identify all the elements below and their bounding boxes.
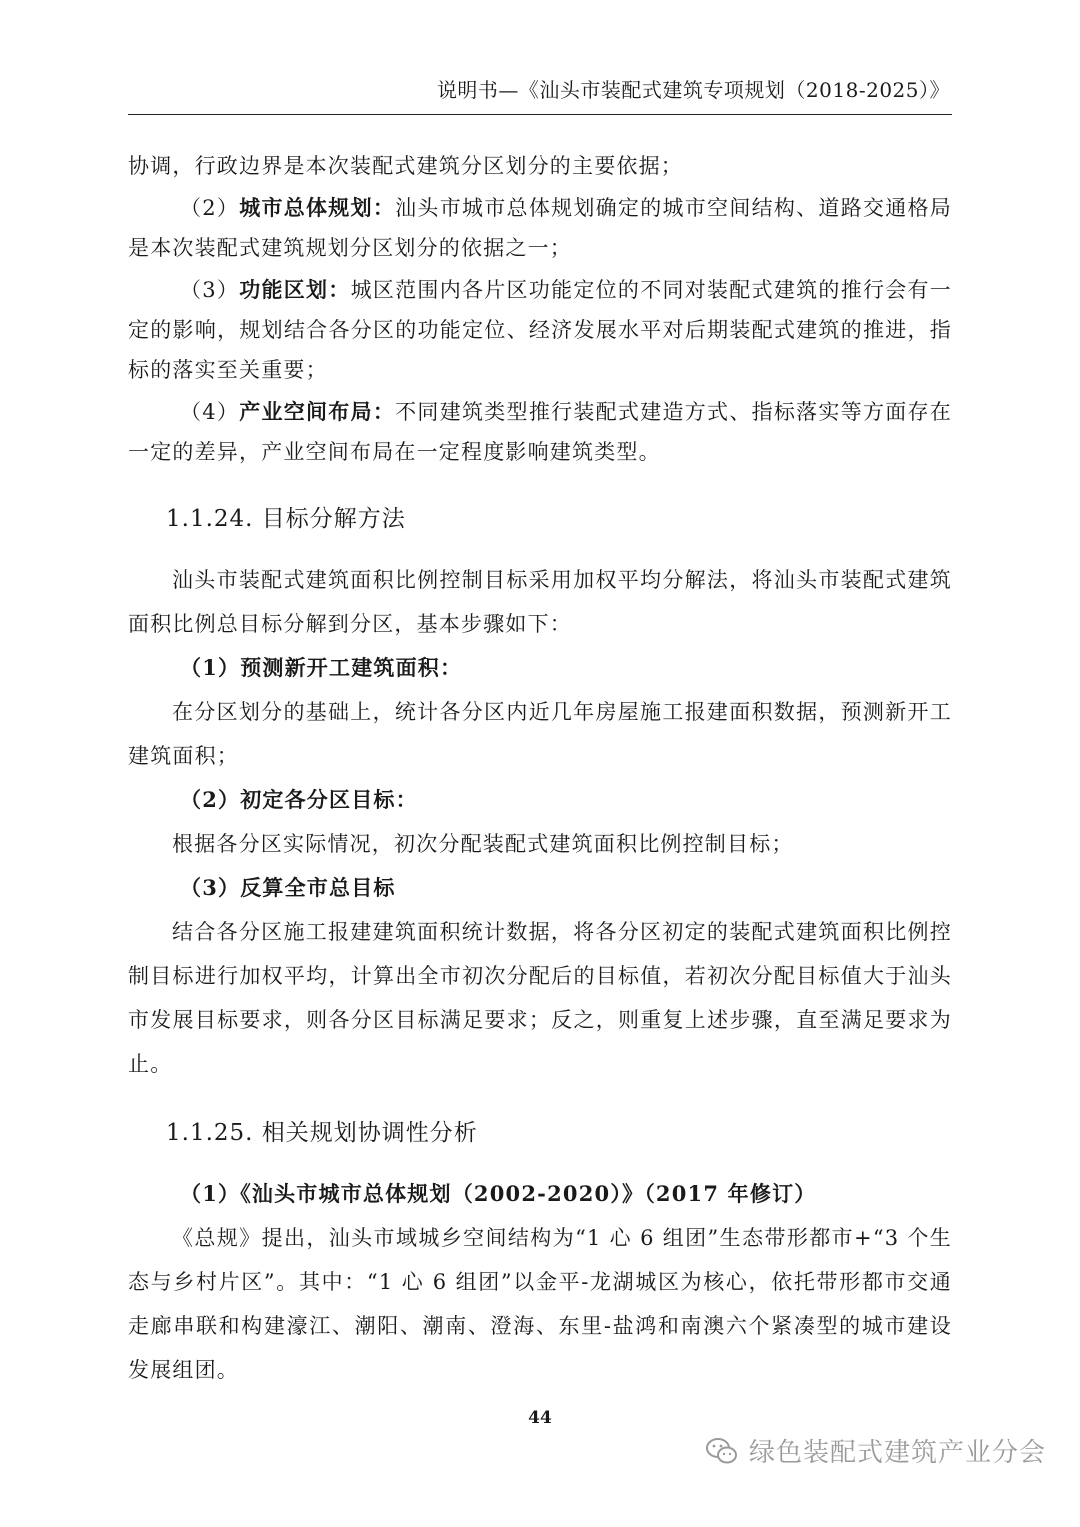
item-number: （3）	[180, 278, 240, 302]
step-text: 在分区划分的基础上，统计各分区内近几年房屋施工报建面积数据，预测新开工建筑面积；	[128, 700, 952, 768]
running-header: 说明书—《汕头市装配式建筑专项规划（2018-2025）》	[436, 78, 950, 102]
main-content	[128, 146, 952, 1392]
plan-summary: 《总规》提出，汕头市域城乡空间结构为“1 心 6 组团”生态带形都市+“3 个生态与乡村片区”。其中：“1 心 6 组团”以金平-龙湖城区为核心，依托带形都市交通走廊串联和构建濠江、潮阳、潮南、澄海、东里-盐鸿和南澳六个紧凑型的城市建设发展组团。	[128, 1226, 952, 1382]
plan-subheading: （1）《汕头市城市总体规划（2002-2020）》（2017 年修订）	[180, 1181, 817, 1206]
wechat-icon	[705, 1436, 739, 1466]
section-heading-25: 1.1.25. 相关规划协调性分析	[166, 1120, 478, 1146]
step-title: （3）反算全市总目标	[180, 875, 396, 900]
list-item	[128, 392, 952, 472]
section-24-intro: 汕头市装配式建筑面积比例控制目标采用加权平均分解法，将汕头市装配式建筑面积比例总目标分解到分区，基本步骤如下：	[128, 568, 952, 636]
item-term: 城市总体规划：	[239, 195, 396, 220]
header-rule	[128, 114, 952, 115]
step-text: 结合各分区施工报建建筑面积统计数据，将各分区初定的装配式建筑面积比例控制目标进行加权平均，计算出全市初次分配后的目标值，若初次分配目标值大于汕头市发展目标要求，则各分区目标满足要求；反之，则重复上述步骤，直至满足要求为止。	[128, 920, 952, 1076]
item-term: 产业空间布局：	[239, 399, 396, 424]
step-title: （2）初定各分区目标：	[180, 787, 418, 812]
step-text: 根据各分区实际情况，初次分配装配式建筑面积比例控制目标；	[172, 832, 794, 856]
list-item	[128, 270, 952, 390]
item-text: 不同建筑类型推行装配式建造方式、指标落实等方面存在一定的差异，产业空间布局在一定程度影响建筑类型。	[128, 400, 953, 464]
intro-line: 协调，行政边界是本次装配式建筑分区划分的主要依据；	[128, 154, 683, 178]
list-item	[128, 188, 952, 268]
page-number: 44	[528, 1408, 552, 1428]
item-term: 功能区划：	[239, 277, 351, 302]
watermark	[705, 1432, 1046, 1469]
watermark-text: 绿色装配式建筑产业分会	[748, 1438, 1046, 1468]
item-text: 城区范围内各片区功能定位的不同对装配式建筑的推行会有一定的影响，规划结合各分区的功能定位、经济发展水平对后期装配式建筑的推进，指标的落实至关重要；	[128, 278, 952, 382]
step-title: （1）预测新开工建筑面积：	[180, 655, 463, 680]
item-number: （2）	[180, 196, 240, 220]
item-number: （4）	[180, 400, 240, 424]
item-text: 汕头市城市总体规划确定的城市空间结构、道路交通格局是本次装配式建筑规划分区划分的依据之一；	[128, 196, 953, 260]
section-heading-24: 1.1.24. 目标分解方法	[166, 506, 406, 532]
